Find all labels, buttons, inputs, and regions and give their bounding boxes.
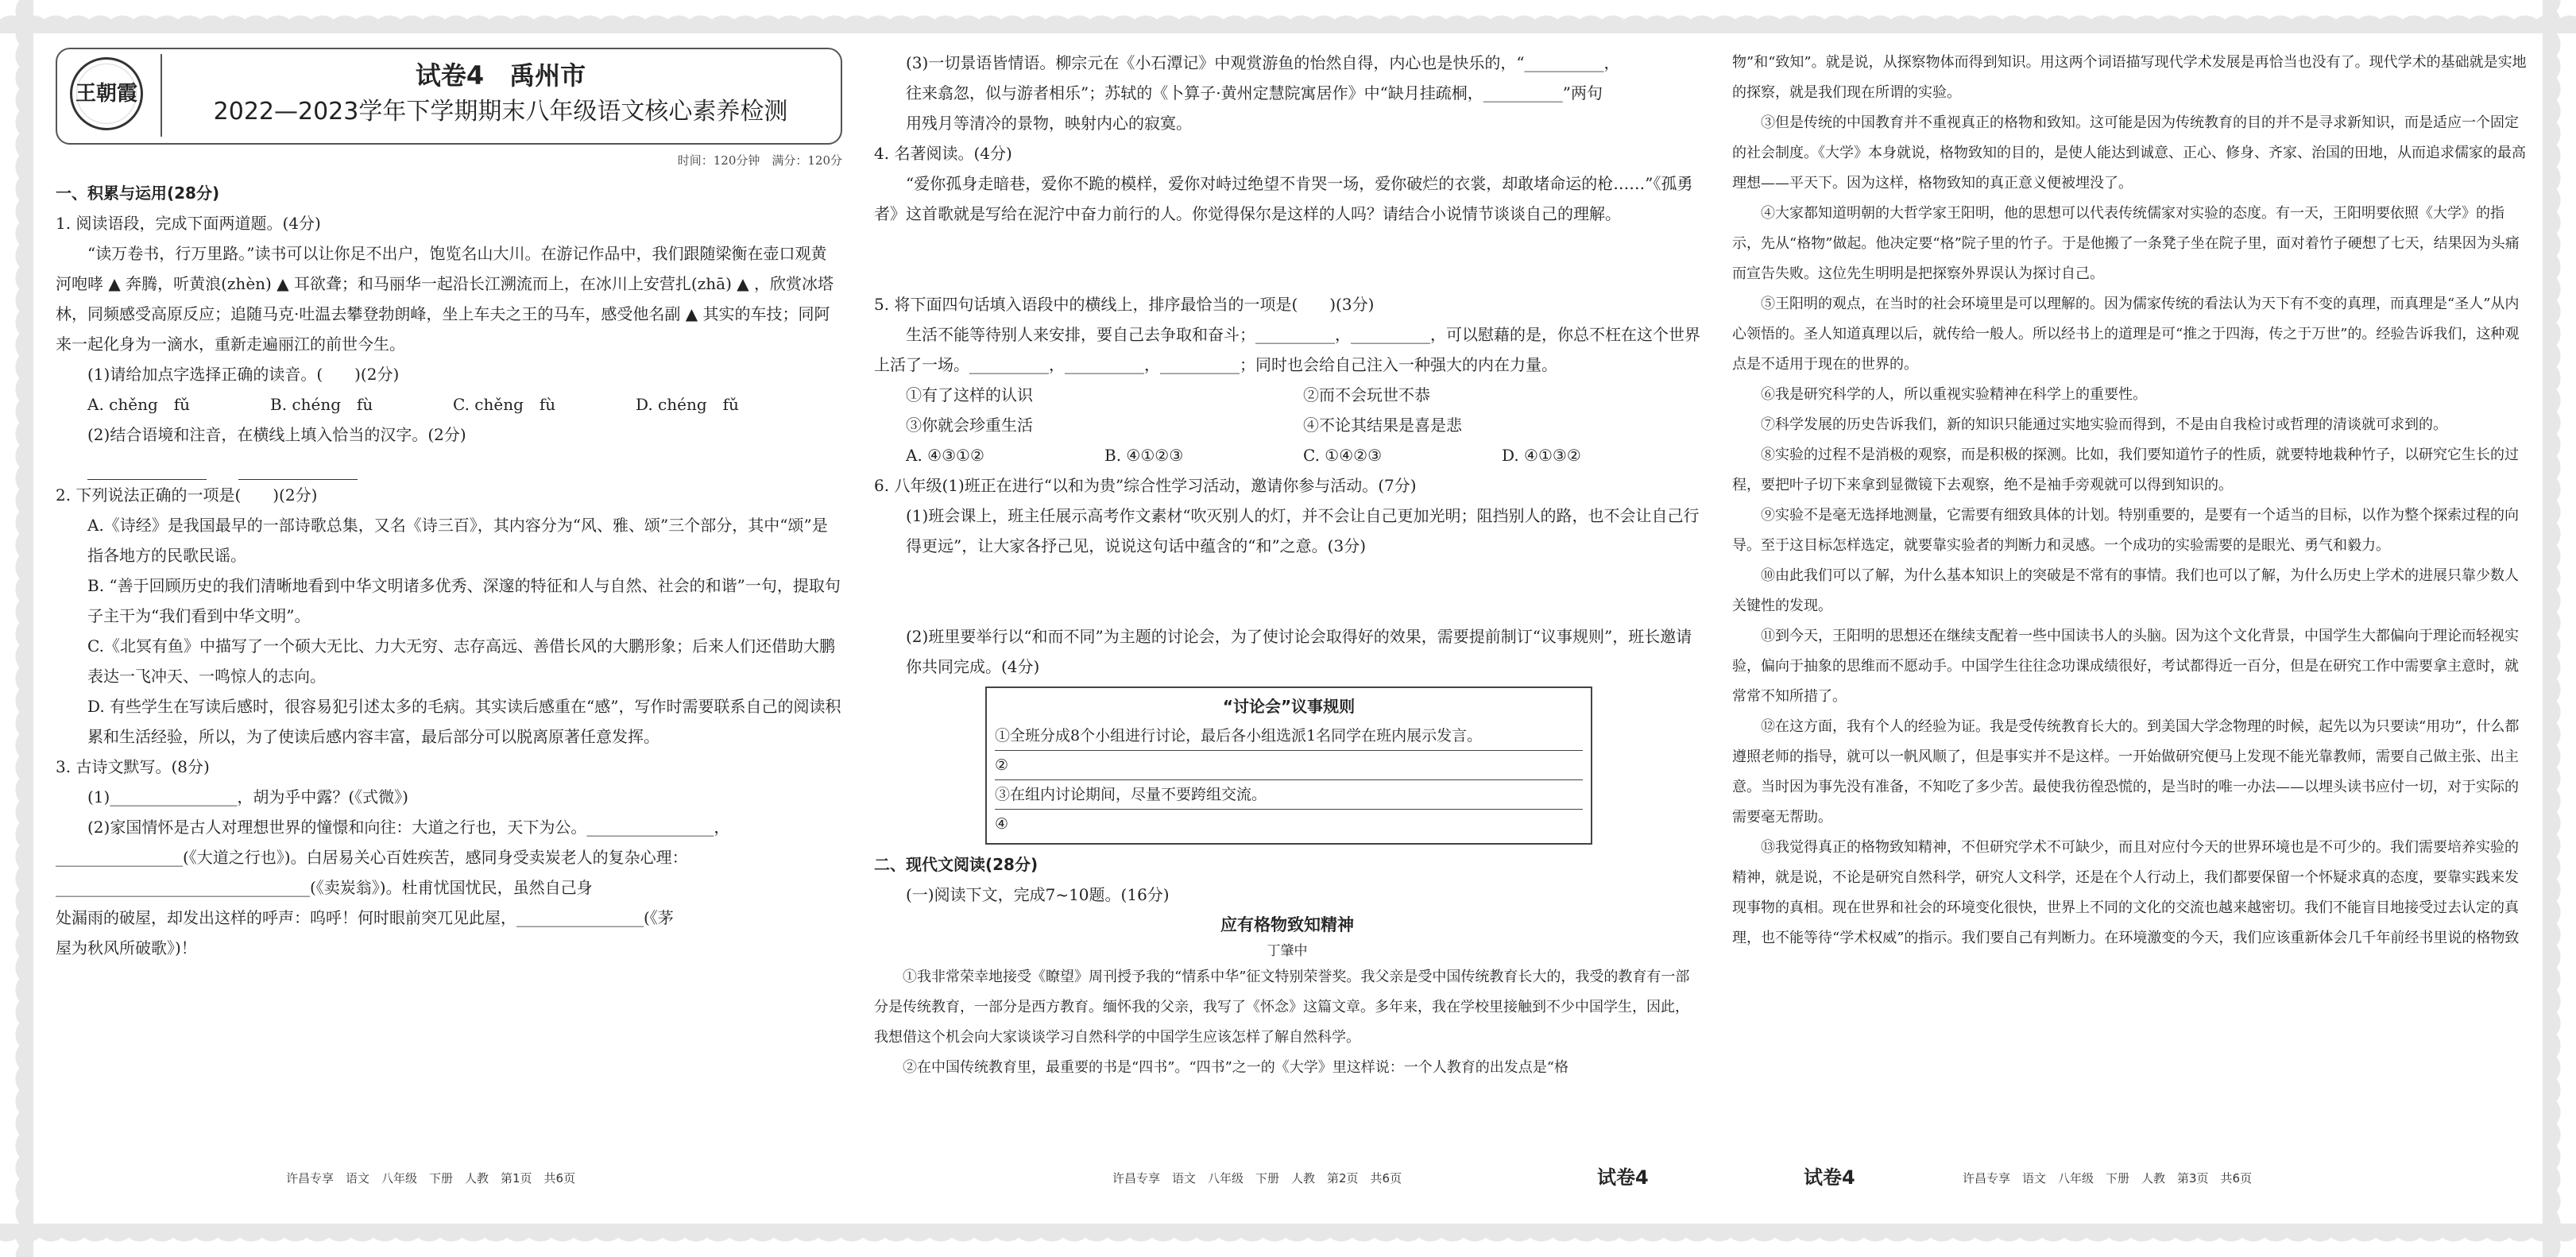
option-d[interactable]: D. ④①③②: [1502, 446, 1581, 465]
page-column-2: [874, 48, 1700, 1152]
question-5-options: [874, 440, 1700, 470]
option-b[interactable]: B. ④①②③: [1104, 446, 1184, 465]
time-info: 时间：120分钟 满分：120分: [677, 153, 842, 168]
question-5-items: [874, 380, 1700, 440]
article-paragraph: ⑩由此我们可以了解，为什么基本知识上的突破是不常有的事情。我们也可以了解，为什么历史上学术的进展只靠少数人关键性的发现。: [1732, 567, 2519, 614]
rule-row-blank[interactable]: ②: [995, 751, 1583, 780]
question-1-sub2: (2)结合语境和注音，在横线上填入恰当的汉字。(2分): [87, 425, 466, 444]
rule-row: ③在组内讨论期间，尽量不要跨组交流。: [995, 780, 1583, 810]
page-footer-2: 许昌专享 语文 八年级 下册 人教 第2页 共6页: [1112, 1171, 1402, 1185]
question-3-heading: 3. 古诗文默写。(8分): [56, 757, 210, 776]
option-c[interactable]: C. ①④②③: [1303, 446, 1383, 465]
question-6-sub2: (2)班里要举行以“和而不同”为主题的讨论会，为了使讨论会取得好的效果，需要提前制订“议事规则”，班长邀请你共同完成。(4分): [906, 627, 1692, 676]
option-c[interactable]: C. chěng fù: [453, 395, 556, 414]
publisher-logo-icon: 王朝霞: [70, 57, 143, 130]
article-paragraph: ⑤王阳明的观点，在当时的社会环境里是可以理解的。因为儒家传统的看法认为天下有不变的真理，而真理是“圣人”从内心领悟的。圣人知道真理以后，就传给一般人。所以经书上的道理是可“推之于四海，传之于万世”的。经验告诉我们，这种观点是不适用于现在的世界的。: [1732, 296, 2520, 373]
page-column-1: [56, 48, 842, 1152]
answer-space[interactable]: [874, 229, 1700, 289]
decorative-border-bottom: [0, 1224, 2576, 1257]
article-paragraph: ⑬我觉得真正的格物致知精神，不但研究学术不可缺少，而且对应付今天的世界环境也是不可少的。我们需要培养实验的精神，就是说，不论是研究自然科学，研究人文科学，还是在个人行动上，我们都要保留一个怀疑求真的态度，要靠实践来发现事物的真相。现在世界和社会的环境变化很快，世界上不同的文化的交流也越来越密切。我们不能盲目地接受过去认定的真理，也不能等待“学术权威”的指示。我们要自己有判断力。在环境激变的今天，我们应该重新体会几千年前经书里说的格物致: [1732, 839, 2520, 946]
section-heading: 二、现代文阅读(28分): [874, 855, 1039, 874]
question-1-sub1: (1)请给加点字选择正确的读音。( )(2分): [87, 365, 400, 384]
article-body: [874, 962, 1700, 1083]
option-b[interactable]: B. chéng fù: [270, 395, 373, 414]
article-paragraph: ④大家都知道明朝的大哲学家王阳明，他的思想可以代表传统儒家对实验的态度。有一天，王阳明要依照《大学》的指示，先从“格物”做起。他决定要“格”院子里的竹子。于是他搬了一条凳子坐在院子里，面对着竹子硬想了七天，结果因为头痛而宣告失败。这位先生明明是把探察外界误认为探讨自己。: [1732, 205, 2520, 282]
article-body-continued: [1732, 48, 2527, 953]
page-footer-3: 许昌专享 语文 八年级 下册 人教 第3页 共6页: [1963, 1171, 2253, 1185]
decorative-border-top: [0, 0, 2576, 33]
article-paragraph: ①我非常荣幸地接受《瞭望》周刊授予我的“情系中华”征文特别荣誉奖。我父亲是受中国传统教育长大的，我受的教育有一部分是传统教育，一部分是西方教育。缅怀我的父亲，我写了《怀念》这篇文章。多年来，我在学校里接触到不少中国学生，因此，我想借这个机会向大家谈谈学习自然科学的中国学生应该怎样了解自然科学。: [874, 969, 1690, 1046]
decorative-border-left: [0, 0, 33, 1257]
question-5-heading: 5. 将下面四句话填入语段中的横线上，排序最恰当的一项是( )(3分): [874, 295, 1375, 314]
article-title: 应有格物致知精神: [1220, 915, 1354, 934]
option-d[interactable]: D. chéng fǔ: [636, 395, 739, 414]
section-heading: 一、积累与运用(28分): [56, 184, 220, 203]
article-paragraph: ⑪到今天，王阳明的思想还在继续支配着一些中国读书人的头脑。因为这个文化背景，中国学生大都偏向于理论而轻视实验，偏向于抽象的思维而不愿动手。中国学生往往念功课成绩很好，考试都得近一百分，但是在研究工作中需要拿主意时，就常常不知所措了。: [1732, 628, 2519, 705]
article-author: 丁肇中: [1267, 943, 1308, 959]
rules-table: [985, 687, 1592, 845]
question-3-item-2: (2)家国情怀是古人对理想世界的憧憬和向往：大道之行也，天下为公。________________，: [87, 818, 730, 837]
question-2-option-b[interactable]: B. “善于回顾历史的我们清晰地看到中华文明诸多优秀、深邃的特征和人与自然、社会的和谐”一句，提取句子主干为“我们看到中华文明”。: [87, 576, 841, 625]
article-paragraph: ③但是传统的中国教育并不重视真正的格物和致知。这可能是因为传统教育的目的并不是寻求新知识，而是适应一个固定的社会制度。《大学》本身就说，格物致知的目的，是使人能达到诚意、正心、修身、齐家、治国的田地，从而追求儒家的最高理想——平天下。因为这样，格物致知的真正意义便被埋没了。: [1732, 114, 2526, 191]
question-2-option-a[interactable]: A.《诗经》是我国最早的一部诗歌总集，又名《诗三百》，其内容分为“风、雅、颂”三个部分，其中“颂”是指各地方的民歌民谣。: [87, 516, 828, 565]
article-paragraph: ⑥我是研究科学的人，所以重视实验精神在科学上的重要性。: [1761, 386, 2147, 403]
question-5-text: 生活不能等待别人来安排，要自己去争取和奋斗；__________，__________，可以慰藉的是，你总不枉在这个世界上活了一场。__________，__________，__________；同时也会给自己注入一种强大的内在力量。: [874, 325, 1700, 374]
answer-blank[interactable]: [87, 460, 207, 480]
decorative-border-right: [2543, 0, 2576, 1257]
question-1-heading: 1. 阅读语段，完成下面两道题。(4分): [56, 214, 321, 233]
sentence-item: ①有了这样的认识: [906, 385, 1033, 404]
paper-badge: 试卷4: [1804, 1166, 1855, 1189]
exam-subtitle: 2022—2023学年下学期期末八年级语文核心素养检测: [213, 98, 788, 126]
page-column-3: [1732, 48, 2527, 1152]
option-a[interactable]: A. chěng fǔ: [87, 395, 191, 414]
option-a[interactable]: A. ④③①②: [906, 446, 984, 465]
question-1-passage: “读万卷书，行万里路。”读书可以让你足不出户，饱览名山大川。在游记作品中，我们跟随梁衡在壶口观黄河咆哮 ▲ 奔腾，听黄浪(zhèn) ▲ 耳欲聋；和马丽华一起沿长江溯流而上，在冰川上安营扎(zhā) ▲ ，欣赏冰塔林，同频感受高原反应；追随马克·吐温去攀登勃朗峰，坐上车夫之王的马车，感受他名副 ▲ 其实的车技；同阿来一起化身为一滴水，重新走遍丽江的前世今生。: [56, 244, 834, 354]
sentence-item: ②而不会玩世不恭: [1303, 385, 1430, 404]
article-paragraph: 物”和“致知”。就是说，从探察物体而得到知识。用这两个词语描写现代学术发展是再恰当也没有了。现代学术的基础就是实地的探察，就是我们现在所谓的实验。: [1732, 54, 2527, 101]
question-3-item-3: (3)一切景语皆情语。柳宗元在《小石潭记》中观赏游鱼的怡然自得，内心也是快乐的，“__________，: [906, 53, 1620, 72]
article-paragraph: ⑨实验不是毫无选择地测量，它需要有细致具体的计划。特别重要的，是要有一个适当的目标，以作为整个探索过程的向导。至于这目标怎样选定，就要靠实验者的判断力和灵感。一个成功的实验需要的是眼光、勇气和毅力。: [1732, 507, 2519, 554]
exam-title: 试卷4 禹州市: [415, 60, 586, 91]
sentence-item: ④不论其结果是喜是悲: [1303, 416, 1462, 435]
reading-heading: (一)阅读下文，完成7~10题。(16分): [906, 885, 1170, 904]
article-paragraph: ②在中国传统教育里，最重要的书是“四书”。“四书”之一的《大学》里这样说：一个人教育的出发点是“格: [903, 1059, 1569, 1076]
page-footer-1: 许昌专享 语文 八年级 下册 人教 第1页 共6页: [286, 1171, 576, 1185]
question-4-text: “爱你孤身走暗巷，爱你不跪的模样，爱你对峙过绝望不肯哭一场，爱你破烂的衣裳，却敢堵命运的枪……”《孤勇者》这首歌就是写给在泥泞中奋力前行的人。你觉得保尔是这样的人吗？请结合小说情节谈谈自己的理解。: [874, 174, 1693, 223]
question-2-heading: 2. 下列说法正确的一项是( )(2分): [56, 485, 318, 505]
question-6-heading: 6. 八年级(1)班正在进行“以和为贵”综合性学习活动，邀请你参与活动。(7分): [874, 476, 1417, 495]
question-1-options: [56, 389, 842, 420]
question-3-item-2-cont: 屋为秋风所破歌》)！: [56, 938, 197, 957]
answer-blank[interactable]: [238, 460, 358, 480]
question-3-item-1: (1)________________，胡为乎中露？(《式微》): [87, 787, 408, 806]
question-3-item-2-cont: ________________________________(《卖炭翁》)。杜甫忧国忧民，虽然自己身: [56, 878, 593, 897]
exam-header: [56, 48, 842, 145]
paper-badge: 试卷4: [1597, 1166, 1649, 1189]
sentence-item: ③你就会珍重生活: [906, 416, 1033, 435]
rule-row-blank[interactable]: ④: [995, 815, 1009, 833]
answer-space[interactable]: [874, 561, 1700, 621]
answer-blanks: [56, 450, 842, 480]
article-paragraph: ⑧实验的过程不是消极的观察，而是积极的探测。比如，我们要知道竹子的性质，就要特地栽种竹子，以研究它生长的过程，要把叶子切下来拿到显微镜下去观察，绝不是袖手旁观就可以得到知识的。: [1732, 447, 2519, 493]
question-6-sub1: (1)班会课上，班主任展示高考作文素材“吹灭别人的灯，并不会让自己更加光明；阻挡别人的路，也不会让自己行得更远”，让大家各抒己见，说说这句话中蕴含的“和”之意。(3分): [906, 506, 1700, 555]
question-3-item-2-cont: ________________(《大道之行也》)。白居易关心百姓疾苦，感同身受卖炭老人的复杂心理：: [56, 848, 688, 867]
question-3-item-3-cont: 往来翕忽，似与游者相乐”；苏轼的《卜算子·黄州定慧院寓居作》中“缺月挂疏桐，__________”两句: [906, 83, 1603, 102]
question-3-item-3-cont: 用残月等清冷的景物，映射内心的寂寞。: [906, 114, 1192, 133]
rule-row: ①全班分成8个小组进行讨论，最后各小组选派1名同学在班内展示发言。: [995, 721, 1583, 751]
article-paragraph: ⑫在这方面，我有个人的经验为证。我是受传统教育长大的。到美国大学念物理的时候，起先以为只要读“用功”，什么都遵照老师的指导，就可以一帆风顺了，但是事实并不是这样。一开始做研究便马上发现不能光靠教师，需要自己做主张、出主意。当时因为事先没有准备，不知吃了多少苦。最使我彷徨恐慌的，是当时的唯一办法——以埋头读书应付一切，对于实际的需要毫无帮助。: [1732, 718, 2520, 826]
header-divider: [161, 54, 162, 137]
question-4-heading: 4. 名著阅读。(4分): [874, 144, 1012, 163]
question-2-option-c[interactable]: C.《北冥有鱼》中描写了一个硕大无比、力大无穷、志存高远、善借长风的大鹏形象；后来人们还借助大鹏表达一飞冲天、一鸣惊人的志向。: [87, 636, 835, 686]
rules-title: “讨论会”议事规则: [1222, 697, 1356, 716]
article-paragraph: ⑦科学发展的历史告诉我们，新的知识只能通过实地实验而得到，不是由自我检讨或哲理的清谈就可求到的。: [1761, 416, 2447, 433]
question-3-item-2-cont: 处漏雨的破屋，却发出这样的呼声：呜呼！何时眼前突兀见此屋，________________(《茅: [56, 908, 674, 927]
question-2-option-d[interactable]: D. 有些学生在写读后感时，很容易犯引述太多的毛病。其实读后感重在“感”，写作时需要联系自己的阅读积累和生活经验，所以，为了使读后感内容丰富，最后部分可以脱离原著任意发挥。: [87, 697, 841, 746]
